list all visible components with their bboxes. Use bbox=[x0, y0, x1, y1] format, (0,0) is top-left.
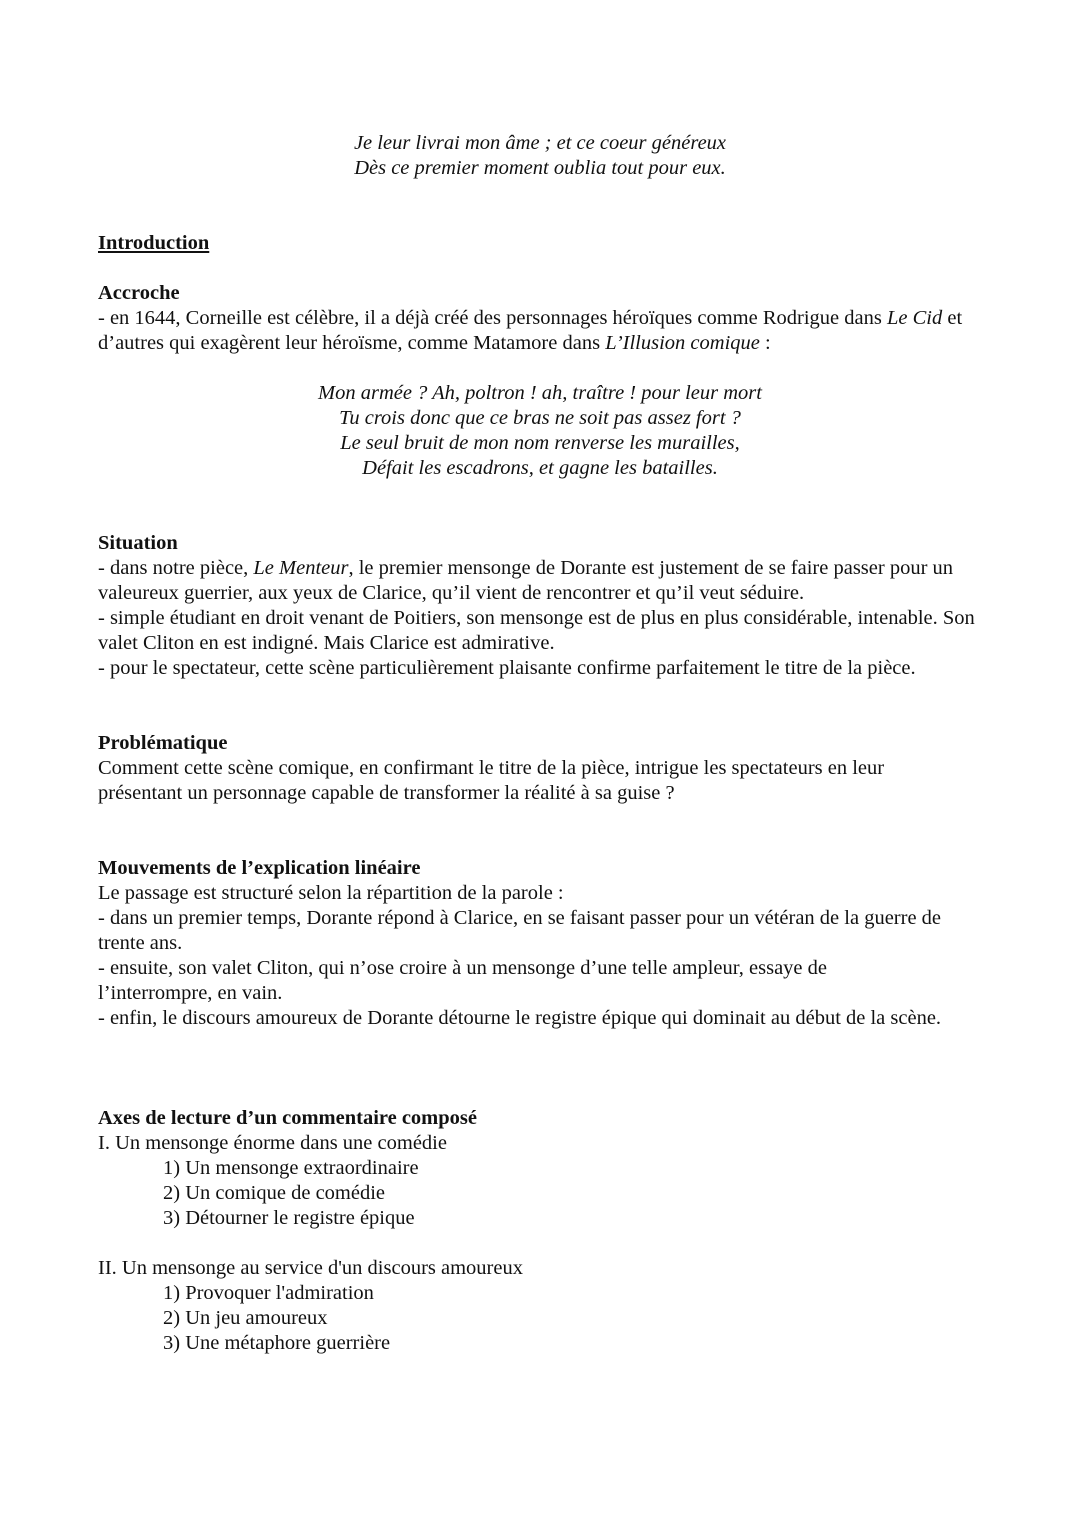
text-run: et d’autres qui exagèrent leur héroïsme, comme Matamore dans bbox=[98, 307, 963, 354]
work-title: Le Menteur bbox=[253, 557, 349, 579]
accroche-text bbox=[98, 306, 978, 356]
situation-section bbox=[98, 531, 988, 681]
axis-item: 3) Détourner le registre épique bbox=[163, 1207, 415, 1229]
quote-line: Mon armée ? Ah, poltron ! ah, traître ! pour leur mort bbox=[318, 382, 762, 404]
situation-heading: Situation bbox=[98, 532, 178, 554]
problematique-section bbox=[98, 731, 958, 806]
text-run: : bbox=[759, 332, 771, 354]
situation-paragraph-3: - pour le spectateur, cette scène particulièrement plaisante confirme parfaitement le titre de la pièce. bbox=[98, 657, 916, 679]
mouvements-section bbox=[98, 856, 978, 1031]
quote-line: Le seul bruit de mon nom renverse les murailles, bbox=[340, 432, 740, 454]
text-run: - en 1644, Corneille est célèbre, il a déjà créé des personnages héroïques comme Rodrigue dans bbox=[98, 307, 887, 329]
verse-line: Je leur livrai mon âme ; et ce coeur généreux bbox=[353, 132, 727, 154]
text-run: - dans notre pièce, bbox=[98, 557, 254, 579]
quote-line: Tu crois donc que ce bras ne soit pas assez fort ? bbox=[339, 407, 741, 429]
axis-part-title: I. Un mensonge énorme dans une comédie bbox=[98, 1132, 447, 1154]
axis-item: 2) Un jeu amoureux bbox=[163, 1307, 328, 1329]
axis-part-title: II. Un mensonge au service d'un discours amoureux bbox=[98, 1257, 523, 1279]
situation-paragraph-2: - simple étudiant en droit venant de Poitiers, son mensonge est de plus en plus considérable, intenable. Son valet Cliton en est indigné. Mais Clarice est admirative. bbox=[98, 607, 975, 654]
axis-item: 3) Une métaphore guerrière bbox=[163, 1332, 391, 1354]
problematique-heading: Problématique bbox=[98, 732, 228, 754]
work-title: L’Illusion comique bbox=[605, 332, 760, 354]
opening-verses bbox=[0, 131, 1080, 181]
mouvements-heading: Mouvements de l’explication linéaire bbox=[98, 857, 421, 879]
quote-line: Défait les escadrons, et gagne les batailles. bbox=[362, 457, 718, 479]
axes-section bbox=[98, 1106, 988, 1356]
introduction-title: Introduction bbox=[98, 232, 210, 254]
verse-line: Dès ce premier moment oublia tout pour eux. bbox=[354, 157, 726, 179]
accroche-heading: Accroche bbox=[98, 282, 180, 304]
mouvements-item: - enfin, le discours amoureux de Dorante détourne le registre épique qui dominait au début de la scène. bbox=[98, 1007, 942, 1029]
axes-heading: Axes de lecture d’un commentaire composé bbox=[98, 1107, 477, 1129]
mouvements-item: - ensuite, son valet Cliton, qui n’ose croire à un mensonge d’une telle ampleur, essaye de l’interrompre, en vain. bbox=[98, 957, 827, 1004]
spacer bbox=[98, 1231, 988, 1256]
situation-paragraph-1 bbox=[98, 556, 988, 606]
accroche-section bbox=[98, 281, 978, 356]
axis-item: 1) Provoquer l'admiration bbox=[163, 1282, 374, 1304]
work-title: Le Cid bbox=[886, 307, 943, 329]
mouvements-item: - dans un premier temps, Dorante répond à Clarice, en se faisant passer pour un vétéran de la guerre de trente ans. bbox=[98, 907, 942, 954]
axis-item: 1) Un mensonge extraordinaire bbox=[163, 1157, 419, 1179]
text-run: , le premier mensonge de Dorante est justement de se faire passer pour un valeureux guerrier, aux yeux de Clarice, qu’il vient de rencontrer et qu’il veut séduire. bbox=[98, 557, 954, 604]
problematique-text: Comment cette scène comique, en confirmant le titre de la pièce, intrigue les spectateurs en leur présentant un personnage capable de transformer la réalité à sa guise ? bbox=[98, 757, 885, 804]
mouvements-intro: Le passage est structuré selon la répartition de la parole : bbox=[98, 882, 564, 904]
introduction-section bbox=[98, 231, 988, 256]
axis-item: 2) Un comique de comédie bbox=[163, 1182, 386, 1204]
matamore-quote bbox=[0, 381, 1080, 481]
